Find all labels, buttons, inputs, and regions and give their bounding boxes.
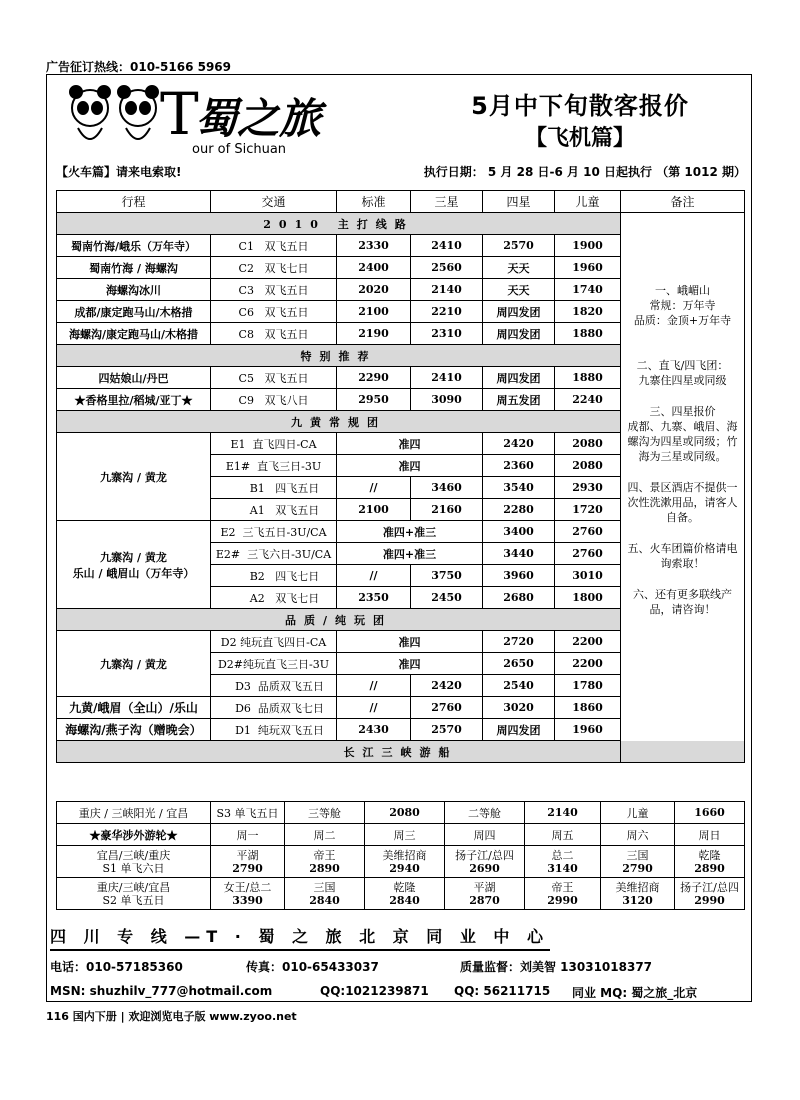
standard-price: 2290 bbox=[337, 367, 411, 389]
three-star-price: 2420 bbox=[411, 675, 483, 697]
contact-msn[interactable]: MSN: shuzhilv_777@hotmail.com bbox=[50, 984, 273, 998]
tour-code: E2# bbox=[215, 547, 241, 561]
three-star-price: 2760 bbox=[411, 697, 483, 719]
ship-cell bbox=[445, 878, 525, 910]
logo-letter: T bbox=[160, 80, 199, 148]
tour-code: A2 bbox=[249, 591, 265, 605]
three-star-price: 3460 bbox=[411, 477, 483, 499]
headline-title: 5月中下旬散客报价 bbox=[471, 92, 689, 120]
transport-desc: 直飞四日-CA bbox=[252, 437, 317, 451]
header-route: 行程 bbox=[57, 191, 211, 213]
price-table bbox=[56, 190, 745, 763]
transport-desc: 纯玩双飞五日 bbox=[257, 723, 324, 737]
standard-price: 2100 bbox=[337, 499, 411, 521]
standard-price: 准四+准三 bbox=[337, 543, 483, 565]
route-cell: 蜀南竹海/峨乐（万年寺） bbox=[57, 235, 211, 257]
ship-name: 平湖 bbox=[473, 880, 496, 894]
child-price: 2080 bbox=[555, 433, 621, 455]
ship-cell bbox=[525, 846, 601, 878]
cabin-price: 1660 bbox=[675, 802, 745, 824]
standard-price: 2950 bbox=[337, 389, 411, 411]
ship-name: 帝王 bbox=[313, 848, 336, 862]
transport-desc: 双飞七日 bbox=[264, 261, 309, 275]
child-price: 1880 bbox=[555, 323, 621, 345]
standard-price: 2190 bbox=[337, 323, 411, 345]
route-line-1: 重庆/三峡/宜昌 bbox=[96, 880, 171, 894]
child-price: 3010 bbox=[555, 565, 621, 587]
standard-price: // bbox=[337, 477, 411, 499]
three-star-price: 2160 bbox=[411, 499, 483, 521]
route-cell: 海螺沟冰川 bbox=[57, 279, 211, 301]
four-star-price: 2360 bbox=[483, 455, 555, 477]
weekday: 周三 bbox=[365, 824, 445, 846]
ship-name: 帝王 bbox=[551, 880, 574, 894]
standard-price: 2350 bbox=[337, 587, 411, 609]
contact-mq: 同业 MQ: 蜀之旅_北京 bbox=[572, 986, 698, 1000]
four-star-price: 2540 bbox=[483, 675, 555, 697]
transport-cell bbox=[211, 631, 337, 653]
standard-price: 2020 bbox=[337, 279, 411, 301]
logo-brand: 蜀之旅 bbox=[195, 94, 322, 143]
transport-desc: 双飞五日 bbox=[275, 503, 320, 517]
transport-desc: 纯玩直飞三日-3U bbox=[243, 657, 330, 671]
logo-subtitle: our of Sichuan bbox=[192, 142, 287, 157]
child-price: 2200 bbox=[555, 653, 621, 675]
transport-desc: 四飞五日 bbox=[275, 481, 320, 495]
tour-code: C2 bbox=[238, 261, 254, 275]
header-three-star: 三星 bbox=[411, 191, 483, 213]
transport-cell bbox=[211, 257, 337, 279]
four-star-price: 2420 bbox=[483, 433, 555, 455]
note-6: 六、还有更多联线产品，请咨询！ bbox=[633, 588, 732, 616]
transport-desc: 四飞七日 bbox=[275, 569, 320, 583]
tour-code: E2 bbox=[220, 525, 236, 539]
ship-price: 2990 bbox=[547, 893, 578, 907]
four-star-price: 周四发团 bbox=[483, 719, 555, 741]
transport-desc: 三飞六日-3U/CA bbox=[247, 547, 332, 561]
ship-cell bbox=[675, 846, 745, 878]
transport-cell bbox=[211, 433, 337, 455]
tour-code: B2 bbox=[249, 569, 265, 583]
four-star-price: 3440 bbox=[483, 543, 555, 565]
transport-desc: 双飞五日 bbox=[264, 239, 309, 253]
section-special: 特别推荐 bbox=[57, 345, 621, 367]
child-price: 1740 bbox=[555, 279, 621, 301]
transport-cell bbox=[211, 389, 337, 411]
transport-desc: 三飞五日-3U/CA bbox=[242, 525, 327, 539]
tour-code: D2# bbox=[217, 657, 244, 671]
tour-code: D2 bbox=[220, 635, 237, 649]
child-price: 1960 bbox=[555, 719, 621, 741]
three-star-price: 2310 bbox=[411, 323, 483, 345]
standard-price: // bbox=[337, 565, 411, 587]
tour-code: B1 bbox=[249, 481, 265, 495]
route-cell: 海螺沟/燕子沟（赠晚会） bbox=[57, 719, 211, 741]
ship-cell bbox=[285, 846, 365, 878]
contact-supervisor: 质量监督：刘美智 13031018377 bbox=[460, 960, 653, 974]
note-2: 二、直飞/四飞团： 九寨住四星或同级 bbox=[636, 359, 729, 387]
four-star-price: 2680 bbox=[483, 587, 555, 609]
three-star-price: 2450 bbox=[411, 587, 483, 609]
table-row bbox=[57, 878, 745, 910]
ship-price: 2940 bbox=[389, 861, 420, 875]
three-star-price: 2210 bbox=[411, 301, 483, 323]
note-3: 三、四星报价 成都、九寨、峨眉、海螺沟为四星或同级；竹海为三星或同级。 bbox=[627, 405, 738, 463]
cabin-class: 三等舱 bbox=[285, 802, 365, 824]
four-star-price: 天天 bbox=[483, 257, 555, 279]
tour-code: C1 bbox=[238, 239, 254, 253]
tour-code: C5 bbox=[238, 371, 254, 385]
execution-date: 执行日期： 5 月 28 日-6 月 10 日起执行 （第 1012 期） bbox=[423, 165, 746, 179]
ship-name: 美维招商 bbox=[615, 880, 660, 894]
luxury-cruise-label: ★豪华涉外游轮★ bbox=[57, 824, 211, 846]
table-row bbox=[57, 846, 745, 878]
ship-price: 2840 bbox=[389, 893, 420, 907]
standard-price: 2330 bbox=[337, 235, 411, 257]
transport-cell bbox=[211, 455, 337, 477]
standard-price: // bbox=[337, 675, 411, 697]
note-4: 四、景区酒店不提供一次性洗漱用品，请客人自备。 bbox=[627, 481, 738, 524]
child-price: 1820 bbox=[555, 301, 621, 323]
standard-price: 准四 bbox=[337, 653, 483, 675]
tour-code: C6 bbox=[238, 305, 254, 319]
cabin-price: 2140 bbox=[525, 802, 601, 824]
ship-cell bbox=[525, 878, 601, 910]
tour-code: E1# bbox=[225, 459, 251, 473]
route-line-2: S1 单飞六日 bbox=[102, 861, 165, 875]
ship-price: 3120 bbox=[622, 893, 653, 907]
cabin-price: 2080 bbox=[365, 802, 445, 824]
four-star-price: 3540 bbox=[483, 477, 555, 499]
headline-subtitle: 【飞机篇】 bbox=[524, 126, 635, 151]
tour-code: E1 bbox=[230, 437, 246, 451]
ship-cell bbox=[601, 878, 675, 910]
child-price: 1800 bbox=[555, 587, 621, 609]
child-price: 2760 bbox=[555, 543, 621, 565]
tour-code: D3 bbox=[235, 679, 251, 693]
transport-cell bbox=[211, 301, 337, 323]
transport-cell bbox=[211, 279, 337, 301]
child-price: 2080 bbox=[555, 455, 621, 477]
ship-price: 2890 bbox=[694, 861, 725, 875]
route-cell: 四姑娘山/丹巴 bbox=[57, 367, 211, 389]
transport-cell bbox=[211, 565, 337, 587]
brand-logo bbox=[60, 80, 360, 160]
transport-cell bbox=[211, 367, 337, 389]
transport-desc: 双飞五日 bbox=[264, 283, 309, 297]
four-star-price: 周四发团 bbox=[483, 367, 555, 389]
child-price: 1960 bbox=[555, 257, 621, 279]
contact-phone: 电话：010-57185360 bbox=[50, 960, 183, 974]
route-line-1: 宜昌/三峡/重庆 bbox=[96, 848, 171, 862]
contact-qq-2: QQ: 56211715 bbox=[454, 984, 551, 998]
note-1: 一、峨嵋山 常规：万年寺 品质：金顶+万年寺 bbox=[633, 284, 732, 327]
transport-cell bbox=[211, 653, 337, 675]
ship-cell bbox=[445, 846, 525, 878]
ship-name: 三国 bbox=[626, 848, 649, 862]
weekday: 周四 bbox=[445, 824, 525, 846]
ship-cell bbox=[211, 878, 285, 910]
standard-price: 2100 bbox=[337, 301, 411, 323]
ship-name: 乾隆 bbox=[393, 880, 416, 894]
three-star-price: 3090 bbox=[411, 389, 483, 411]
weekday: 周一 bbox=[211, 824, 285, 846]
ship-name: 美维招商 bbox=[382, 848, 427, 862]
route-line-2: 乐山 / 峨眉山（万年寺） bbox=[72, 566, 195, 580]
child-price: 2760 bbox=[555, 521, 621, 543]
child-price: 2240 bbox=[555, 389, 621, 411]
child-price: 1860 bbox=[555, 697, 621, 719]
contact-block bbox=[50, 924, 748, 1000]
contact-qq-1: QQ:1021239871 bbox=[320, 984, 429, 998]
transport-desc: 双飞五日 bbox=[264, 327, 309, 341]
ship-price: 2690 bbox=[469, 861, 500, 875]
three-star-price: 3750 bbox=[411, 565, 483, 587]
ad-hotline: 广告征订热线：010-5166 5969 bbox=[46, 60, 232, 74]
four-star-price: 2280 bbox=[483, 499, 555, 521]
headline bbox=[420, 86, 740, 152]
section-main-routes: 2010 主打线路 bbox=[57, 213, 621, 235]
four-star-price: 2570 bbox=[483, 235, 555, 257]
cabin-class: 儿童 bbox=[601, 802, 675, 824]
transport-cell bbox=[211, 521, 337, 543]
route-line-1: 九寨沟 / 黄龙 bbox=[100, 550, 167, 564]
ship-price: 2790 bbox=[622, 861, 653, 875]
four-star-price: 天天 bbox=[483, 279, 555, 301]
child-price: 2930 bbox=[555, 477, 621, 499]
standard-price: 2430 bbox=[337, 719, 411, 741]
transport-desc: 双飞八日 bbox=[264, 393, 309, 407]
header-four-star: 四星 bbox=[483, 191, 555, 213]
cruise-route bbox=[57, 846, 211, 878]
cabin-class: 二等舱 bbox=[445, 802, 525, 824]
ship-price: 2840 bbox=[309, 893, 340, 907]
ship-cell bbox=[675, 878, 745, 910]
transport-cell bbox=[211, 587, 337, 609]
table-row bbox=[57, 824, 745, 846]
tour-code: A1 bbox=[249, 503, 265, 517]
child-price: 1780 bbox=[555, 675, 621, 697]
header-remarks: 备注 bbox=[621, 191, 745, 213]
transport-cell bbox=[211, 719, 337, 741]
four-star-price: 2720 bbox=[483, 631, 555, 653]
tour-code: C9 bbox=[238, 393, 254, 407]
transport-cell bbox=[211, 675, 337, 697]
ship-name: 总二 bbox=[551, 848, 574, 862]
transport-cell bbox=[211, 543, 337, 565]
route-cell: ★香格里拉/稻城/亚丁★ bbox=[57, 389, 211, 411]
three-star-price: 2140 bbox=[411, 279, 483, 301]
transport-cell bbox=[211, 323, 337, 345]
transport-cell bbox=[211, 499, 337, 521]
remarks-column bbox=[621, 213, 745, 763]
standard-price: 2400 bbox=[337, 257, 411, 279]
ship-name: 三国 bbox=[313, 880, 336, 894]
standard-price: 准四 bbox=[337, 433, 483, 455]
ship-price: 3140 bbox=[547, 861, 578, 875]
transport-desc: 双飞七日 bbox=[275, 591, 320, 605]
ship-name: 扬子江/总四 bbox=[680, 880, 739, 894]
transport-desc: 直飞三日-3U bbox=[257, 459, 322, 473]
three-star-price: 2570 bbox=[411, 719, 483, 741]
header-transport: 交通 bbox=[211, 191, 337, 213]
route-cell: 海螺沟/康定跑马山/木格措 bbox=[57, 323, 211, 345]
ship-price: 2890 bbox=[309, 861, 340, 875]
tour-code: C3 bbox=[238, 283, 254, 297]
standard-price: 准四 bbox=[337, 631, 483, 653]
route-cell bbox=[57, 521, 211, 609]
four-star-price: 周四发团 bbox=[483, 301, 555, 323]
four-star-price: 3020 bbox=[483, 697, 555, 719]
page-footer: 116 国内下册 | 欢迎浏览电子版 www.zyoo.net bbox=[46, 1010, 297, 1023]
route-line-2: S2 单飞五日 bbox=[102, 893, 165, 907]
weekday: 周日 bbox=[675, 824, 745, 846]
transport-desc: 双飞五日 bbox=[264, 305, 309, 319]
ship-price: 2790 bbox=[232, 861, 263, 875]
cruise-table bbox=[56, 801, 745, 910]
standard-price: // bbox=[337, 697, 411, 719]
standard-price: 准四+准三 bbox=[337, 521, 483, 543]
train-notice: 【火车篇】请来电索取! bbox=[56, 165, 182, 179]
route-cell: 九寨沟 / 黄龙 bbox=[57, 433, 211, 521]
ship-price: 3390 bbox=[232, 893, 263, 907]
ship-cell bbox=[211, 846, 285, 878]
contact-title: 四 川 专 线 —T · 蜀 之 旅 北 京 同 业 中 心 bbox=[50, 927, 549, 946]
cruise-route bbox=[57, 878, 211, 910]
section-cruise: 长江三峡游船 bbox=[57, 741, 745, 763]
route-cell: 成都/康定跑马山/木格措 bbox=[57, 301, 211, 323]
ship-price: 2870 bbox=[469, 893, 500, 907]
ship-cell bbox=[601, 846, 675, 878]
contact-fax: 传真：010-65433037 bbox=[246, 960, 379, 974]
note-5: 五、火车团篇价格请电询索取！ bbox=[627, 542, 738, 570]
route-cell: 九寨沟 / 黄龙 bbox=[57, 631, 211, 697]
tour-code: C8 bbox=[238, 327, 254, 341]
ship-name: 女王/总二 bbox=[223, 880, 272, 894]
child-price: 1720 bbox=[555, 499, 621, 521]
cruise-route: 重庆 / 三峡阳光 / 宜昌 bbox=[57, 802, 211, 824]
ship-cell bbox=[285, 878, 365, 910]
transport-desc: 品质双飞七日 bbox=[257, 701, 324, 715]
child-price: 1880 bbox=[555, 367, 621, 389]
transport-desc: 品质双飞五日 bbox=[257, 679, 324, 693]
three-star-price: 2410 bbox=[411, 235, 483, 257]
ship-price: 2990 bbox=[694, 893, 725, 907]
weekday: 周二 bbox=[285, 824, 365, 846]
ship-cell bbox=[365, 846, 445, 878]
tour-code: D1 bbox=[235, 723, 251, 737]
route-cell: 蜀南竹海 / 海螺沟 bbox=[57, 257, 211, 279]
three-star-price: 2410 bbox=[411, 367, 483, 389]
ship-cell bbox=[365, 878, 445, 910]
route-cell: 九黄/峨眉（全山）/乐山 bbox=[57, 697, 211, 719]
header-standard: 标准 bbox=[337, 191, 411, 213]
weekday: 周六 bbox=[601, 824, 675, 846]
transport-cell bbox=[211, 697, 337, 719]
section-jiuhuang: 九黄常规团 bbox=[57, 411, 621, 433]
header-child: 儿童 bbox=[555, 191, 621, 213]
tour-code: D6 bbox=[235, 701, 251, 715]
transport-cell bbox=[211, 477, 337, 499]
transport-desc: 纯玩直飞四日-CA bbox=[240, 635, 327, 649]
child-price: 1900 bbox=[555, 235, 621, 257]
transport-cell bbox=[211, 235, 337, 257]
four-star-price: 3400 bbox=[483, 521, 555, 543]
child-price: 2200 bbox=[555, 631, 621, 653]
section-quality: 品质/纯玩团 bbox=[57, 609, 621, 631]
standard-price: 准四 bbox=[337, 455, 483, 477]
cruise-code: S3 单飞五日 bbox=[211, 802, 285, 824]
transport-desc: 双飞五日 bbox=[264, 371, 309, 385]
four-star-price: 周四发团 bbox=[483, 323, 555, 345]
table-row bbox=[57, 802, 745, 824]
four-star-price: 2650 bbox=[483, 653, 555, 675]
ship-name: 扬子江/总四 bbox=[455, 848, 514, 862]
ship-name: 平湖 bbox=[236, 848, 259, 862]
ship-name: 乾隆 bbox=[698, 848, 721, 862]
four-star-price: 周五发团 bbox=[483, 389, 555, 411]
three-star-price: 2560 bbox=[411, 257, 483, 279]
weekday: 周五 bbox=[525, 824, 601, 846]
four-star-price: 3960 bbox=[483, 565, 555, 587]
